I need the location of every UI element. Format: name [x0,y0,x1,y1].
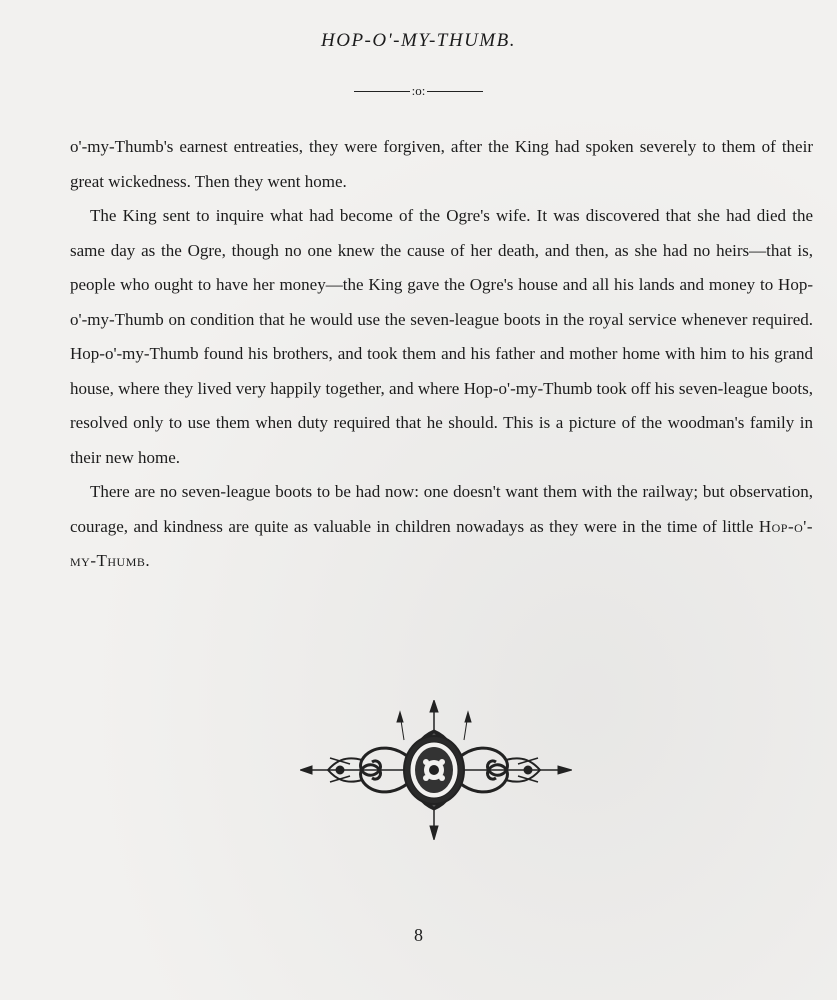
paragraph-continued: o'-my-Thumb's earnest entreaties, they were forgiven, after the King had spoken severely to them of their great wickedness. Then they went home. [70,137,813,191]
paragraph-final-end: . [145,551,150,570]
floral-ornament-icon [300,700,572,840]
running-head: HOP-O'-MY-THUMB. [321,30,516,51]
page-number: 8 [414,925,423,945]
body-text [70,130,813,579]
rule-mark: :o: [411,83,426,99]
separator-rule [0,82,837,99]
small-caps-name: Hop-o'-my-Thumb [70,516,813,570]
paragraph-king: The King sent to inquire what had become of the Ogre's wife. It was discovered that she had died the same day as the Ogre, though no one knew the cause of her death, and then, as she had no heirs—that is, people who ought to have her money—the King gave the Ogre's house and all his lands and money to Hop-o'-my-Thumb on condition that he would use the seven-league boots in the royal service whenever required. Hop-o'-my-Thumb found his brothers, and took them and his father and mother home with him to his grand house, where they lived very happily together, and where Hop-o'-my-Thumb took off his seven-league boots, resolved only to use them when duty required that he should. This is a picture of the woodman's family in their new home. [70,206,813,467]
paragraph-final-text: There are no seven-league boots to be had now: one doesn't want them with the railway; but observation, courage, and kindness are quite as valuable in children nowadays as they were in the time of little [70,482,813,536]
paragraph-final [70,475,813,579]
rule-line-right [427,91,483,92]
rule-line-left [354,91,410,92]
